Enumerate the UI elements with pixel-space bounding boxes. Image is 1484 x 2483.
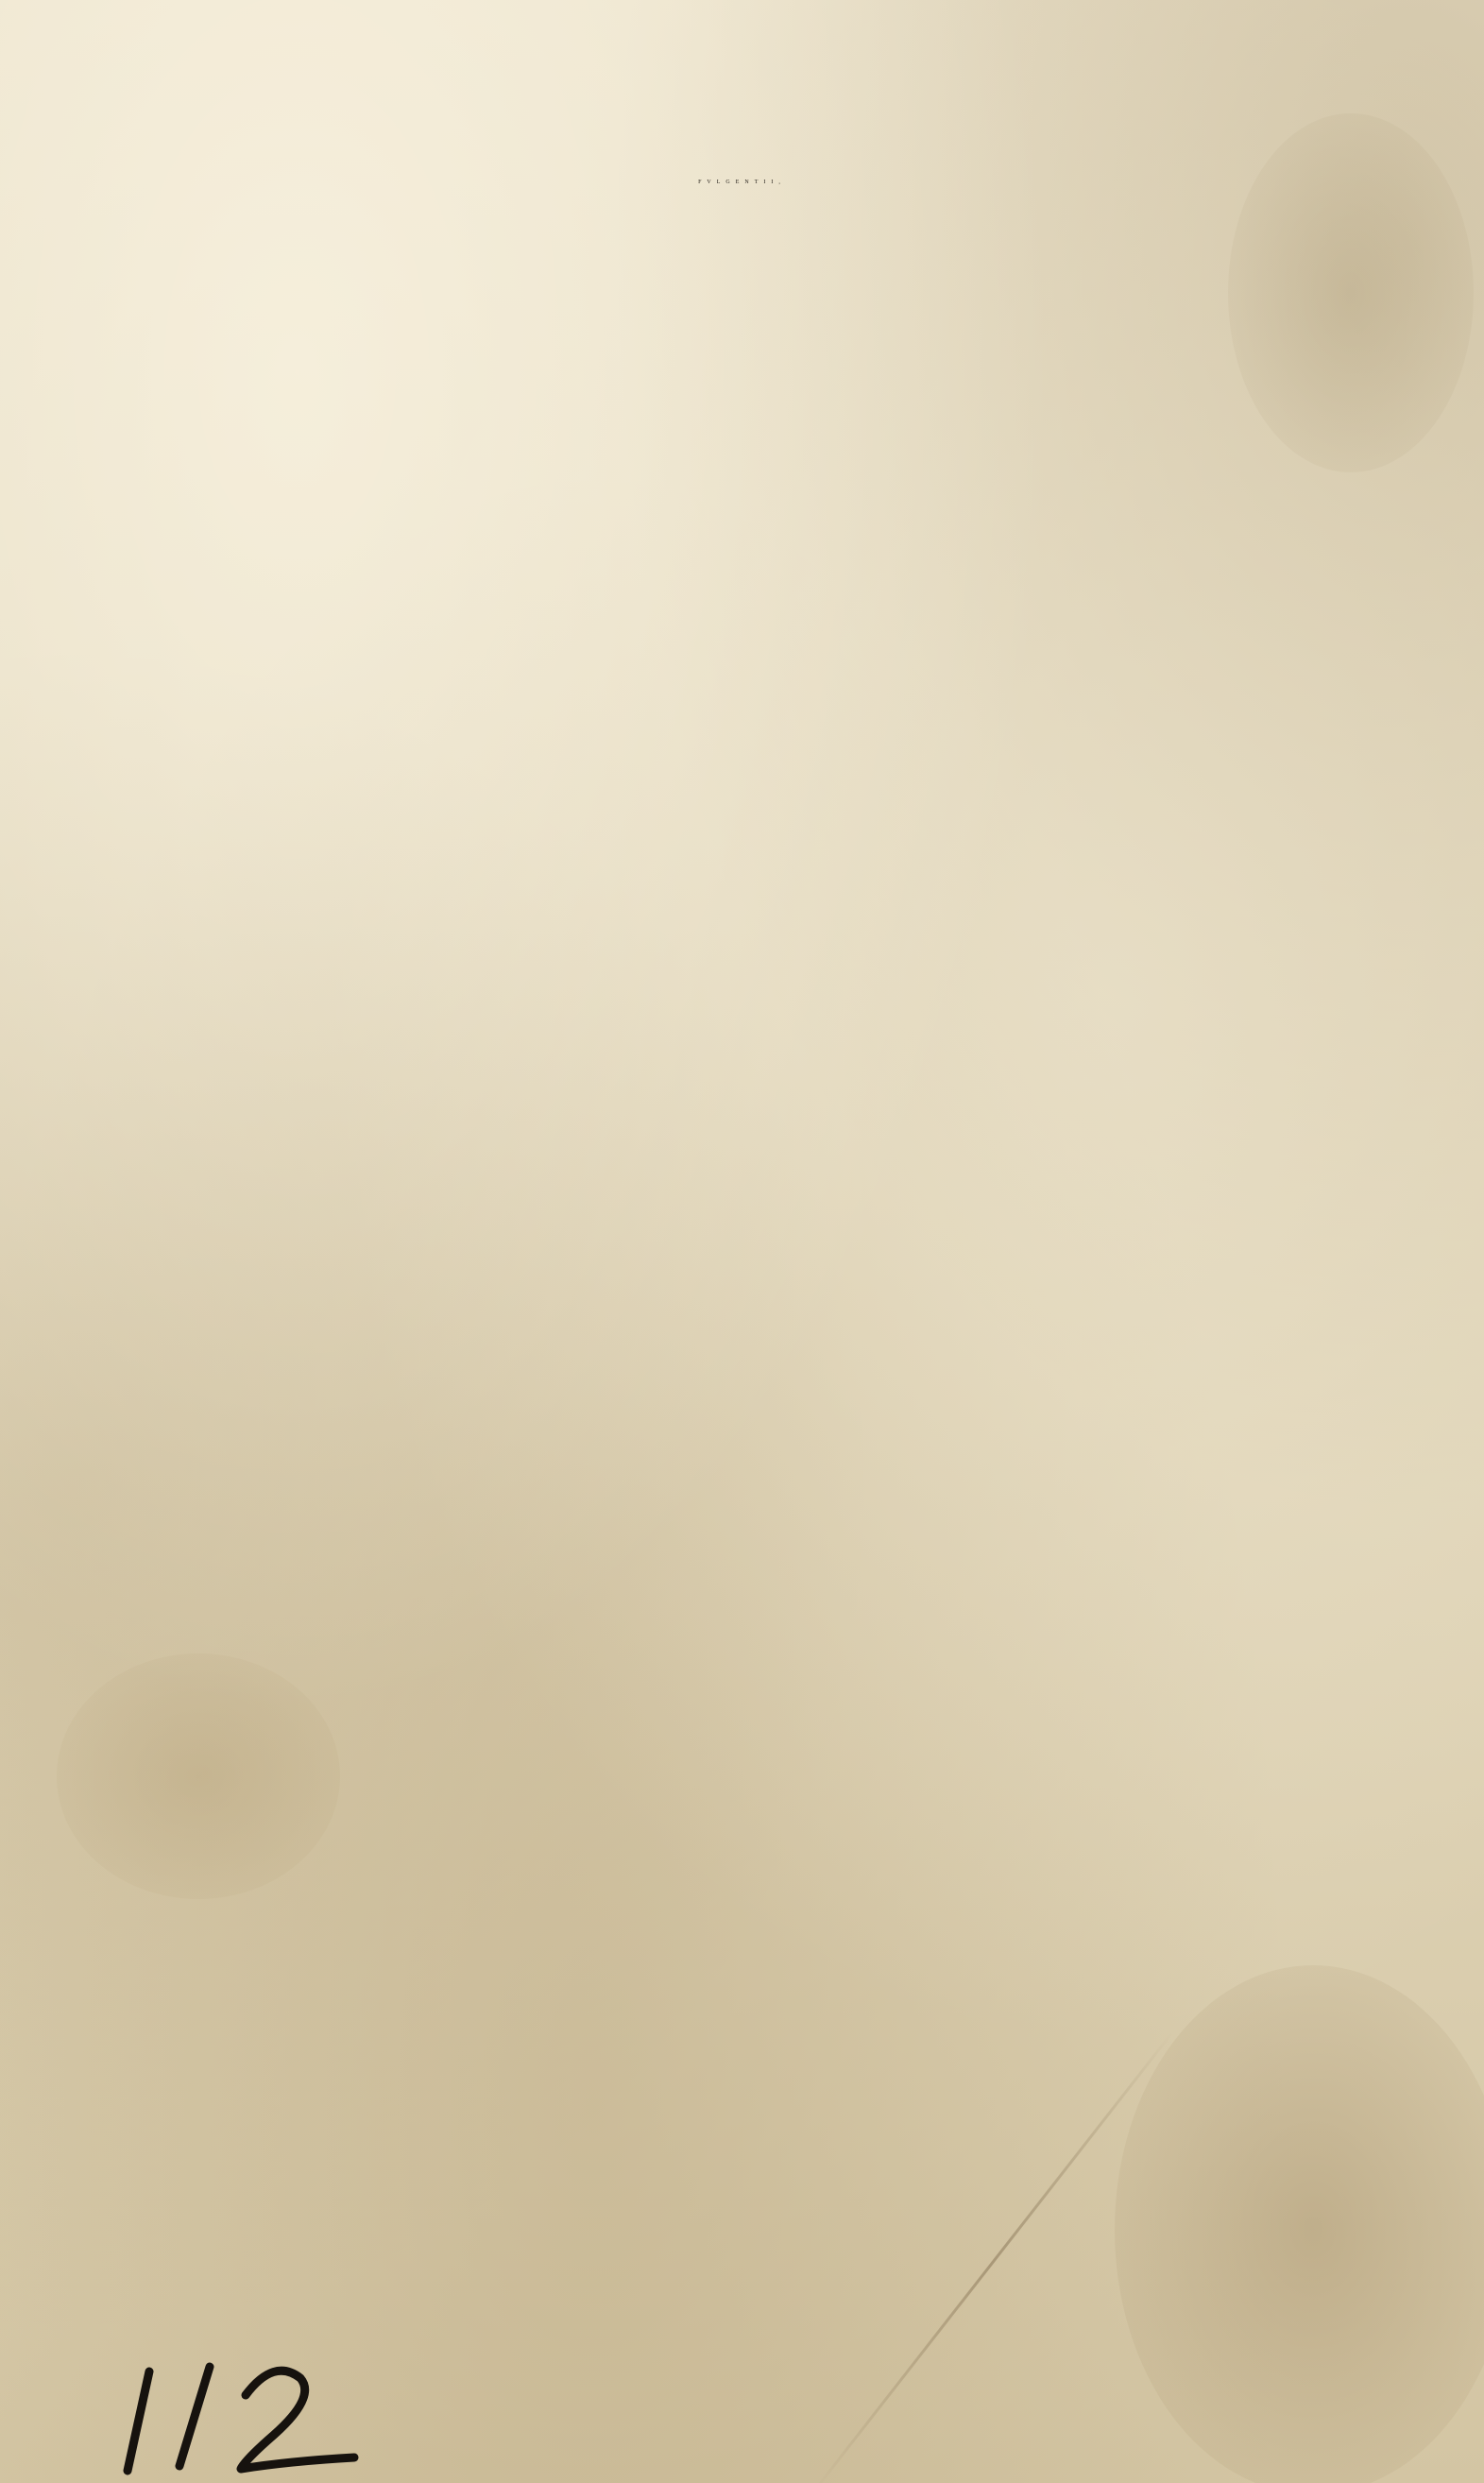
paper-crease [810,2031,1173,2483]
paper-stain [57,1653,340,1899]
handwritten-shelf-number [123,2329,378,2480]
paper-stain [1115,1965,1484,2483]
paper-stain [1228,113,1474,472]
title-line-fulgentii: FVLGENTII, [698,180,786,185]
